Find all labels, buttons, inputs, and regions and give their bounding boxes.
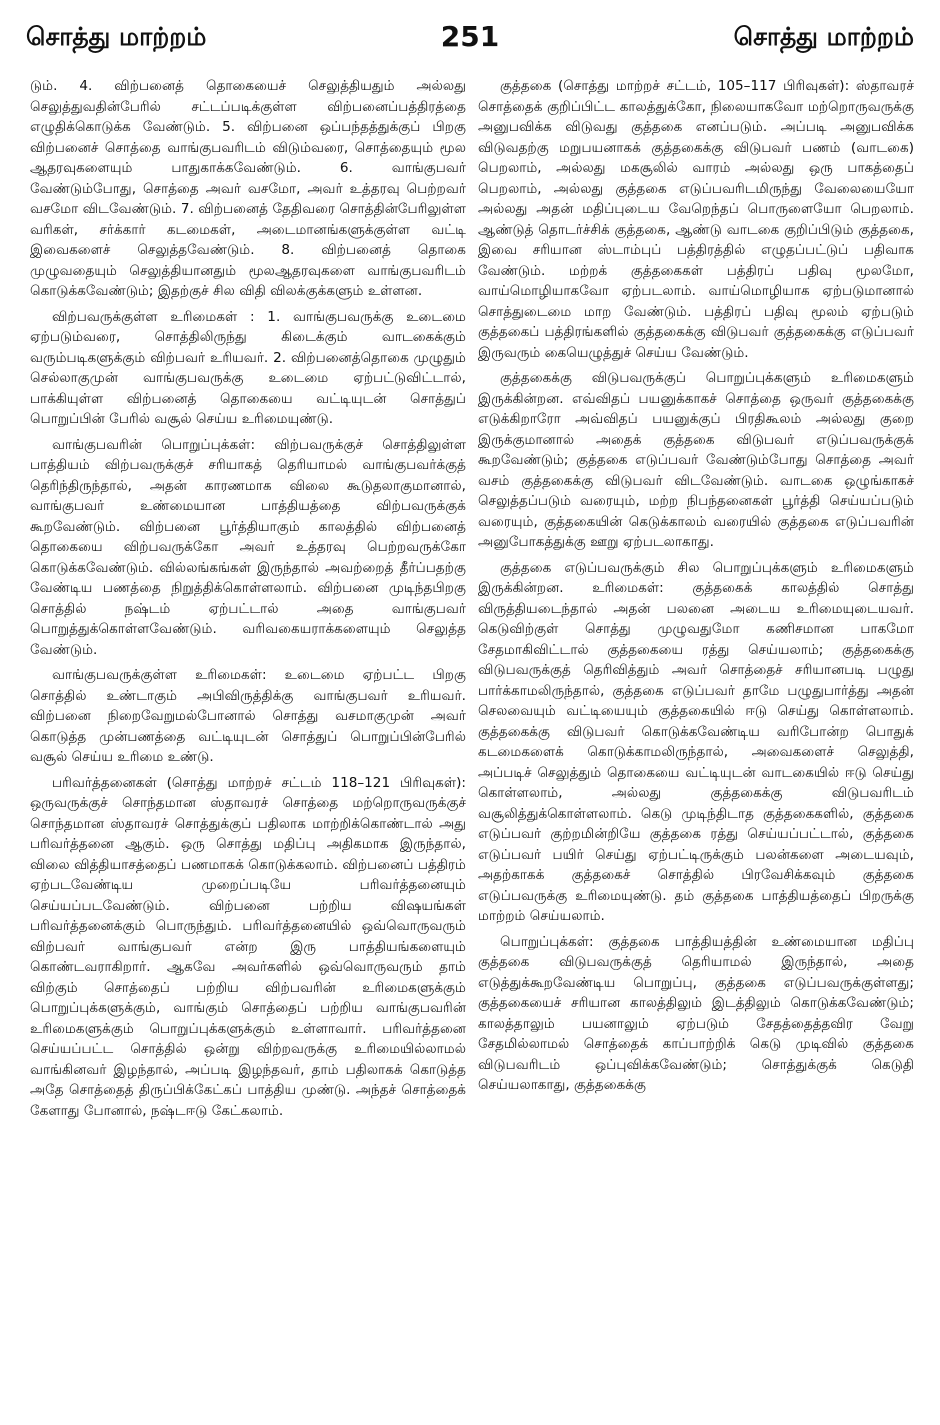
paragraph-lessor-duties: குத்தகைக்கு விடுபவருக்குப் பொறுப்புக்களும் உரிமைகளும் இருக்கின்றன. எவ்விதப் பயனுக்காகச் சொத்தை ஒருவர் குத்தகைக்கு எடுக்கிறாரோ அவ்விதப் பயனுக்குப் பிரதிகூலம் அல்லது குறை இருக்குமானால் அதைக் குத்தகை விடுபவர் எடுப்பவருக்குக் கூறவேண்டும்; குத்தகை எடுப்பவர் வேண்டும்போது சொத்தை அவர் வசம் குத்தகைக்கு விடுபவர் விடவேண்டும். வாடகை ஒழுங்காகச் செலுத்தப்படும் வரையும், மற்ற நிபந்தனைகள் பூர்த்தி செய்யப்படும் வரையும், குத்தகையின் கெடுக்காலம் வரையில் குத்தகை எடுப்பவரின் அனுபோகத்துக்கு ஊறு ஏற்படலாகாது. bbox=[478, 370, 914, 550]
paragraph-lease: குத்தகை (சொத்து மாற்றச் சட்டம், 105–117 பிரிவுகள்): ஸ்தாவரச் சொத்தைக் குறிப்பிட்ட காலத்துக்கோ, நிலையாகவோ மற்றொருவருக்கு அனுபவிக்க விடுவது குத்தகை எனப்படும். அப்படி அனுபவிக்க விடுவதற்கு மறுபயனாகக் குத்தகைக்கு விடுபவர் பணம் (வாடகை) பெறலாம், அல்லது மகசூலில் வாரம் அல்லது ஒரு பாகத்தைப் பெறலாம், அல்லது குத்தகை எடுப்பவரிடமிருந்து வேலையையோ அல்லது அதன் மதிப்புடைய வேறெந்தப் பொருளையோ பெறலாம். ஆண்டுத் தொடர்ச்சிக் குத்தகை, ஆண்டு வாடகை குறிப்பிடும் குத்தகை, இவை சரியான ஸ்டாம்புப் பத்திரத்தில் எழுதப்பட்டுப் பதிவாக வேண்டும். மற்றக் குத்தகைகள் பத்திரப் பதிவு மூலமோ, வாய்மொழியாகவோ ஏற்படலாம். வாய்மொழியாக ஏற்படுமானால் சொத்துடைமை மாற வேண்டும். பத்திரப் பதிவு மூலம் ஏற்படும் குத்தகைப் பத்திரங்களில் குத்தகைக்கு விடுபவர் குத்தகைக்கு எடுப்பவர் இருவரும் கையெழுத்துச் செய்ய வேண்டும். bbox=[478, 78, 914, 361]
paragraph-lessee-duties: பொறுப்புக்கள்: குத்தகை பாத்தியத்தின் உண்மையான மதிப்பு குத்தகை விடுபவருக்குத் தெரியாமல் இருந்தால், அதை எடுத்துக்கூறவேண்டிய பொறுப்பு, குத்தகை எடுப்பவருக்குள்ளது; குத்தகையைச் சரியான காலத்திலும் இடத்திலும் கொடுக்கவேண்டும்; காலத்தாலும் பயனாலும் ஏற்படும் சேதத்தைத்தவிர வேறு சேதமில்லாமல் சொத்தைக் காப்பாற்றிக் கெடு முடிவில் குத்தகை விடுபவரிடம் ஒப்புவிக்கவேண்டும்; சொத்துக்குக் கெடுதி செய்யலாகாது, குத்தகைக்கு bbox=[478, 933, 914, 1093]
right-column bbox=[478, 76, 914, 1411]
running-head bbox=[26, 22, 914, 62]
paragraph-buyer-rights: வாங்குபவருக்குள்ள உரிமைகள்: உடைமை ஏற்பட்ட பிறகு சொத்தில் உண்டாகும் அபிவிருத்திக்கு வாங்குபவர் உரியவர். விற்பனை நிறைவேறுமல்போனால் சொத்து வசமாகுமுன் அவர் கொடுத்த முன்பணத்தை வட்டியுடன் சொத்துப் பொறுப்பின்பேரில் வசூல் செய்ய உரிமை உண்டு. bbox=[30, 667, 466, 765]
page-number: 251 bbox=[440, 20, 500, 53]
running-head-right-title: சொத்து மாற்றம் bbox=[733, 22, 914, 51]
paragraph-lessee-rights: குத்தகை எடுப்பவருக்கும் சில பொறுப்புக்களும் உரிமைகளும் இருக்கின்றன. உரிமைகள்: குத்தகைக் காலத்தில் சொத்து விருத்தியடைந்தால் அதன் பலனை அடைய உரிமையுடையவர். கெடுவிற்குள் சொத்து முழுவதுமோ கணிசமான பாகமோ சேதமாகிவிட்டால் குத்தகையை ரத்து செய்யலாம்; குத்தகைக்கு விடுபவருக்குத் தெரிவித்தும் அவர் சொத்தைச் சரியானபடி பழுது பார்க்காமலிருந்தால், குத்தகை எடுப்பவர் தாமே பழுதுபார்த்து அதன் செலவையும் வட்டியையும் குத்தகையில் ஈடு செய்து கொள்ளலாம். குத்தகைக்கு விடுபவர் கொடுக்கவேண்டிய வரிபோன்ற பொதுக் கடமைகளைக் கொடுக்காமலிருந்தால், அவைகளைச் செலுத்தி, அப்படிச் செலுத்தும் தொகையை வட்டியுடன் வாடகையில் ஈடு செய்து கொள்ளலாம், அல்லது குத்தகைக்கு விடுபவரிடம் வசூலித்துக்கொள்ளலாம். கெடு முடிந்திடாத குத்தகைகளில், குத்தகை எடுப்பவர் குற்றமின்றியே குத்தகை ரத்து செய்யப்பட்டால், குத்தகை எடுப்பவர் பயிர் செய்து ஏற்பட்டிருக்கும் பலன்களை அடையவும், அதற்காகக் குத்தகைச் சொத்தில் பிரவேசிக்கவும் குத்தகை எடுப்பவருக்கு உரிமையுண்டு. தம் குத்தகை பாத்தியத்தைப் பிறருக்கு மாற்றம் செய்யலாம். bbox=[478, 559, 914, 924]
left-column bbox=[30, 76, 466, 1411]
paragraph-buyer-duties: வாங்குபவரின் பொறுப்புக்கள்: விற்பவருக்குச் சொத்திலுள்ள பாத்தியம் விற்பவருக்குச் சரியாகத் தெரியாமல் வாங்குபவர்க்குத் தெரிந்திருந்தால், அதன் காரணமாக விலை கூடுதலாகுமானால், வாங்குபவர் உண்மையான பாத்தியத்தை விற்பவருக்குக் கூறவேண்டும். விற்பனை பூர்த்தியாகும் காலத்தில் விற்பனைத் தொகையை விற்பவருக்கோ அவர் உத்தரவு பெற்றவருக்கோ கொடுக்கவேண்டும். வில்லங்கங்கள் இருந்தால் அவற்றைத் தீர்ப்பதற்கு வேண்டிய பணத்தை நிறுத்திக்கொள்ளலாம். விற்பனை முடிந்தபிறகு சொத்தில் நஷ்டம் ஏற்பட்டால் அதை வாங்குபவர் பொறுத்துக்கொள்ளவேண்டும். வரிவகையராக்களையும் செலுத்த வேண்டும். bbox=[30, 436, 466, 658]
paragraph-seller-duties-continued: டும். 4. விற்பனைத் தொகையைச் செலுத்தியதும் அல்லது செலுத்துவதின்பேரில் சட்டப்படிக்குள்ள விற்பனைப்பத்திரத்தை எழுதிக்கொடுக்க வேண்டும். 5. விற்பனை ஒப்பந்தத்துக்குப் பிறகு விற்பனைச் சொத்தை வாங்குபவரிடம் விடும்வரை, சொத்தையும் மூல ஆதரவுகளையும் பாதுகாக்கவேண்டும். 6. வாங்குபவர் வேண்டும்போது, சொத்தை அவர் வசமோ, அவர் உத்தரவு பெற்றவர் வசமோ விடவேண்டும். 7. விற்பனைத் தேதிவரை சொத்தின்பேரிலுள்ள வரிகள், சர்க்கார் கடமைகள், அடைமானங்களுக்குள்ள வட்டி இவைகளைச் செலுத்தவேண்டும். 8. விற்பனைத் தொகை முழுவதையும் செலுத்தியானதும் மூலஆதரவுகளை வாங்குபவரிடம் கொடுக்கவேண்டும்; இதற்குச் சில விதி விலக்குக்களும் உள்ளன. bbox=[30, 78, 466, 299]
running-head-left-title: சொத்து மாற்றம் bbox=[26, 22, 207, 51]
paragraph-seller-rights: விற்பவருக்குள்ள உரிமைகள் : 1. வாங்குபவருக்கு உடைமை ஏற்படும்வரை, சொத்திலிருந்து கிடைக்கும் வாடகைக்கும் வரும்படிகளுக்கும் விற்பவர் உரியவர். 2. விற்பனைத்தொகை முழுதும் செல்லாகுமுன் வாங்குபவருக்கு உடைமை ஏற்பட்டுவிட்டால், பாக்கியுள்ள விற்பனைத் தொகையை வட்டியுடன் சொத்துப் பொறுப்பின் பேரில் வசூல் செய்ய உரிமையுண்டு. bbox=[30, 308, 466, 427]
paragraph-exchange: பரிவர்த்தனைகள் (சொத்து மாற்றச் சட்டம் 118–121 பிரிவுகள்): ஒருவருக்குச் சொந்தமான ஸ்தாவரச் சொத்தை மற்றொருவருக்குச் சொந்தமான ஸ்தாவரச் சொத்துக்குப் பதிலாக மாற்றிக்கொண்டால் அது பரிவர்த்தனை ஆகும். ஒரு சொத்து மதிப்பு அதிகமாக இருந்தால், விலை வித்தியாசத்தைப் பணமாகக் கொடுக்கலாம். விற்பனைப் பத்திரம் ஏற்படவேண்டிய முறைப்படியே பரிவர்த்தனையும் செய்யப்படவேண்டும். விற்பனை பற்றிய விஷயங்கள் பரிவர்த்தனைக்கும் பொருந்தும். பரிவர்த்தனையில் ஒவ்வொருவரும் விற்பவர் வாங்குபவர் என்ற இரு பாத்தியங்களையும் கொண்டவராகிறார். ஆகவே அவர்களில் ஒவ்வொருவரும் தாம் விற்கும் சொத்தைப் பற்றிய விற்பவரின் உரிமைகளுக்கும் பொறுப்புக்களுக்கும், வாங்கும் சொத்தைப் பற்றிய வாங்குபவரின் உரிமைகளுக்கும் பொறுப்புக்களுக்கும் உள்ளாவார். பரிவர்த்தனை செய்யப்பட்ட சொத்தில் ஒன்று விற்றவருக்கு உரிமையில்லாமல் வாங்கினவர் இழந்தால், அப்படி இழந்தவர், தாம் பதிலாகக் கொடுத்த அதே சொத்தைத் திருப்பிக்கேட்கப் பாத்திய முண்டு. அந்தச் சொத்தைக் கேளாது போனால், நஷ்டஈடு கேட்கலாம். bbox=[30, 774, 466, 1119]
